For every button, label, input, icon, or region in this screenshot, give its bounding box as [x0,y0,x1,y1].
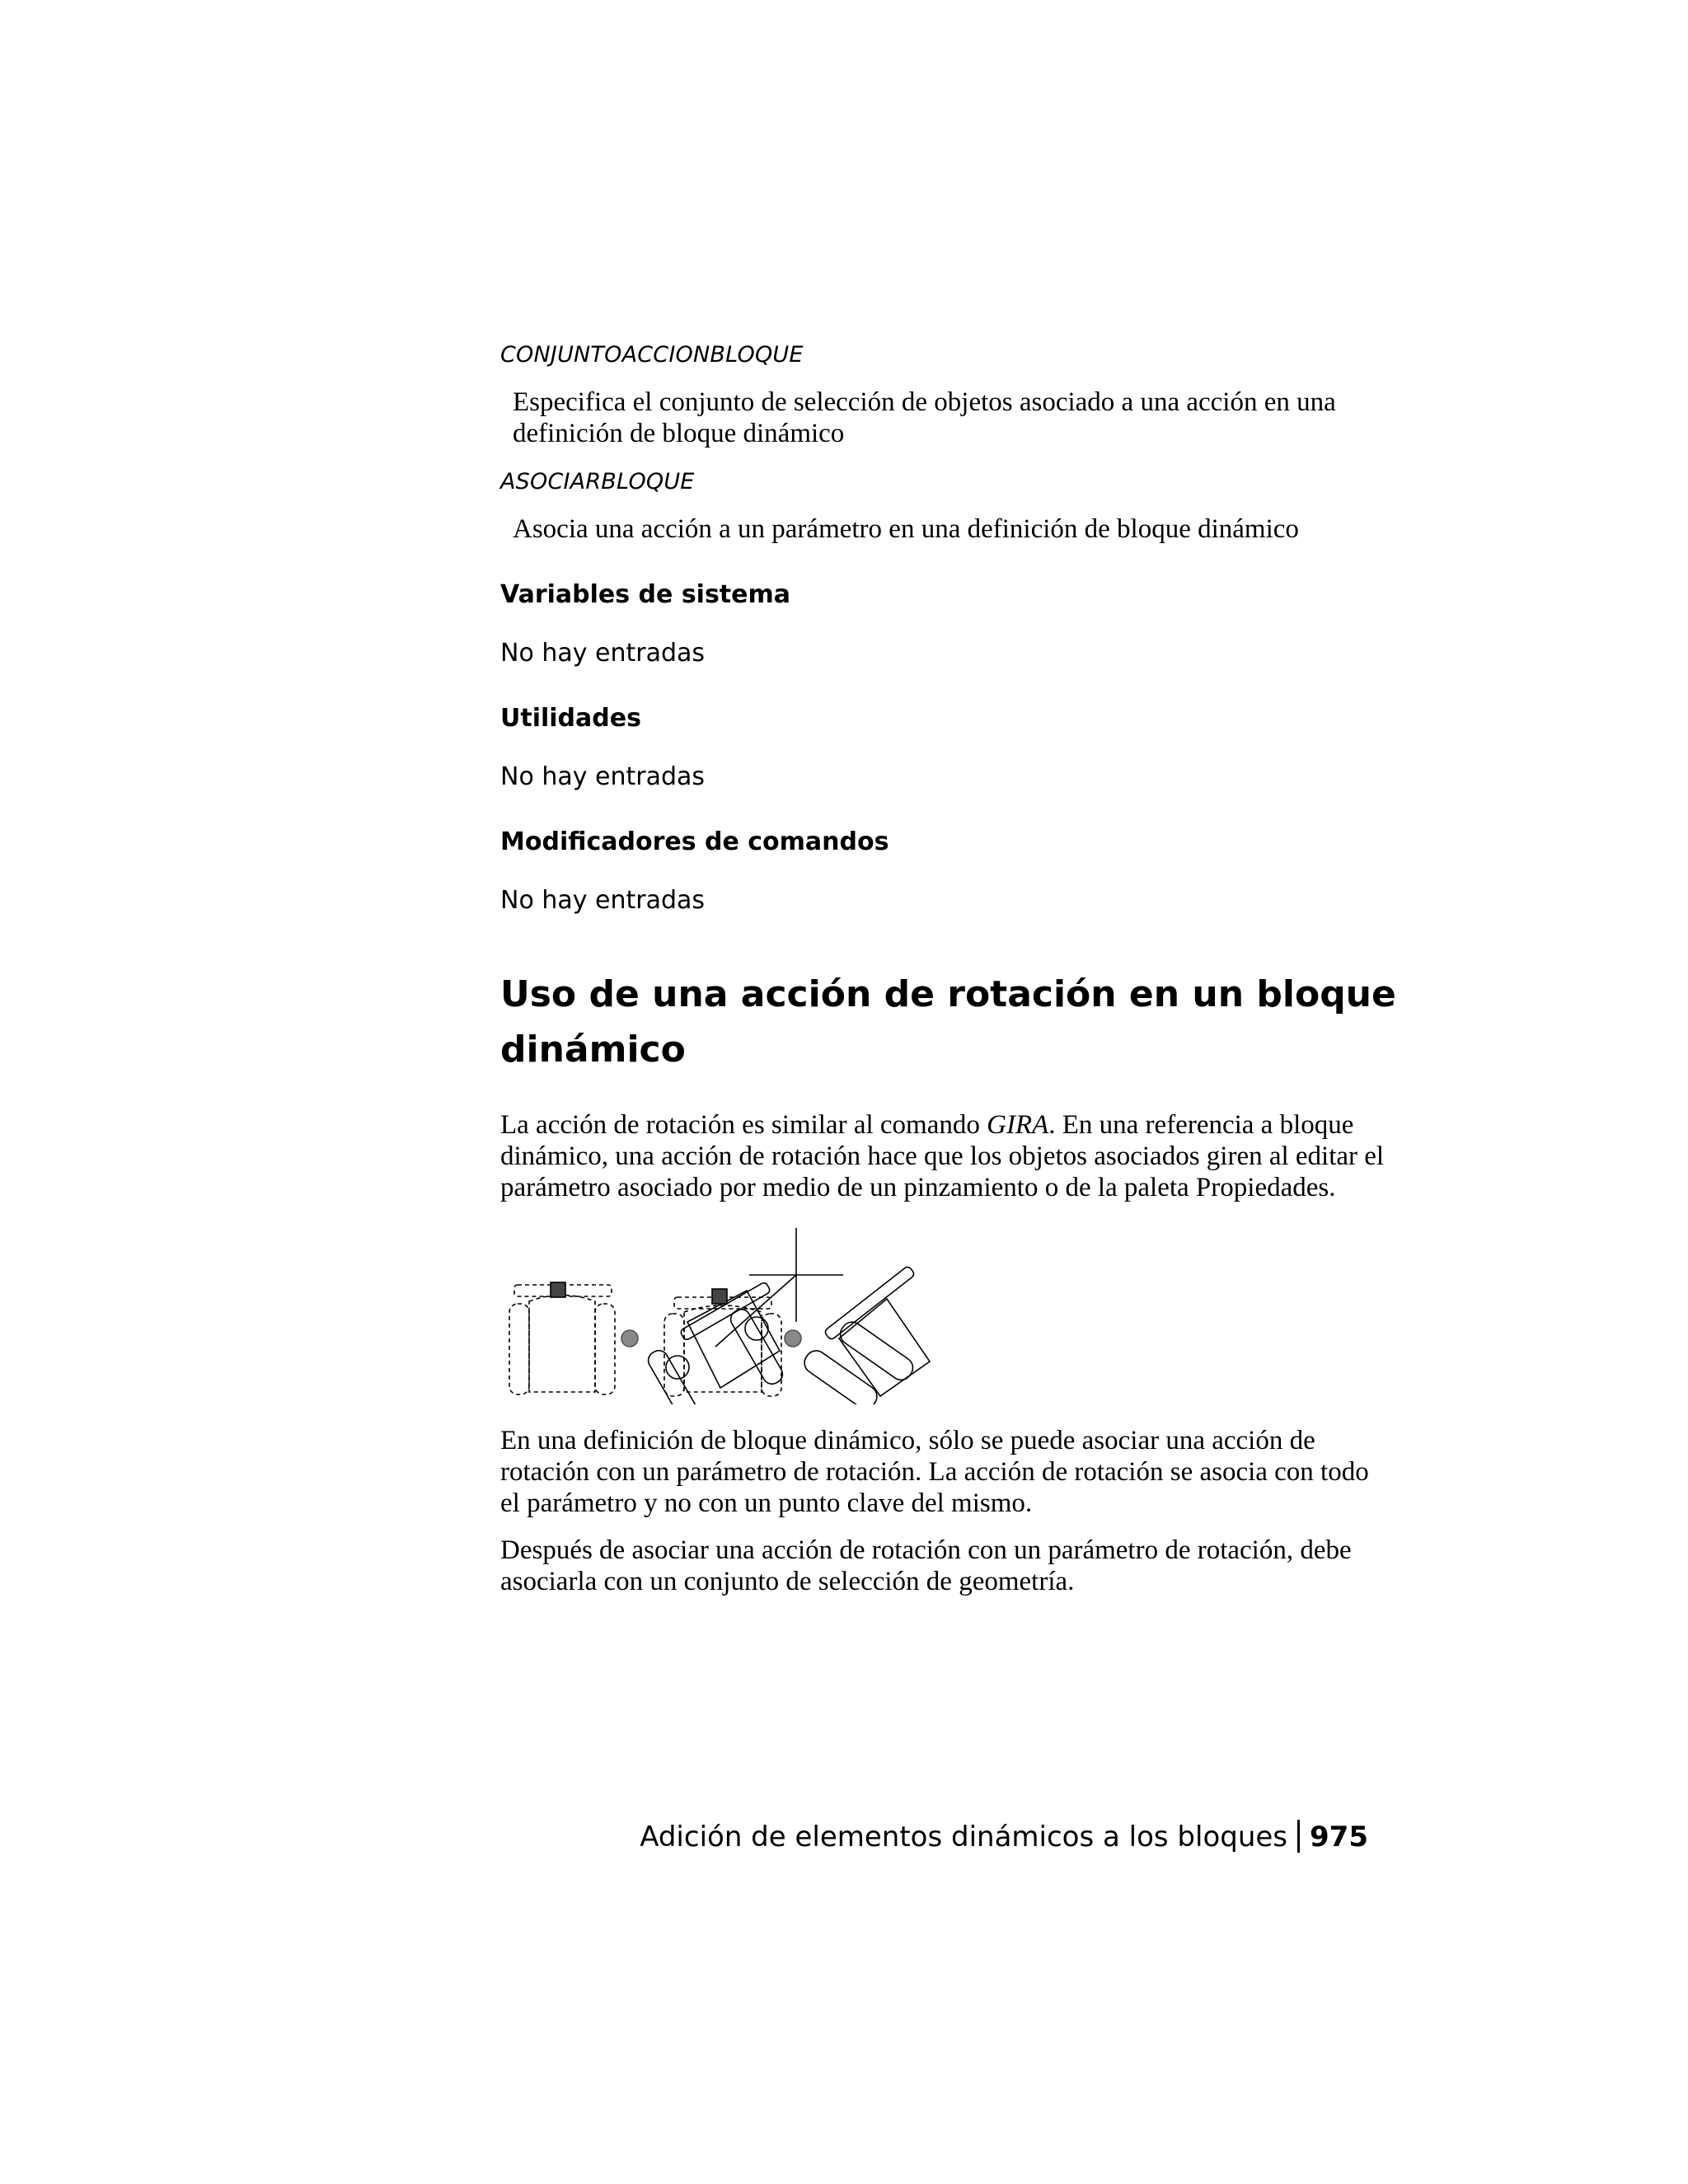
rotation-grip-icon [551,1282,565,1297]
crosshair-cursor-icon [715,1228,843,1347]
chair-original [509,1285,615,1394]
section-heading: Variables de sistema [500,580,791,609]
page-number: 975 [1310,1821,1368,1854]
rotation-grip-icon [712,1289,727,1304]
intro-paragraph [500,1109,1390,1203]
base-point-icon [785,1330,801,1347]
command-description: Especifica el conjunto de selección de objetos asociado a una acción en una definición de bloque dinámico [513,387,1336,448]
page-footer [640,1820,1368,1854]
intro-command: GIRA [987,1110,1049,1140]
footer-separator [1297,1820,1300,1853]
body-paragraph: En una definición de bloque dinámico, sólo se puede asociar una acción de rotación con un parámetro de rotación. La acción de rotación se asocia con todo el parámetro y no con un punto clave del mismo. [500,1426,1369,1518]
section-text: No hay entradas [500,639,706,668]
command-description: Asocia una acción a un parámetro en una definición de bloque dinámico [513,514,1299,544]
main-heading: Uso de una acción de rotación en un bloque dinámico [500,973,1396,1071]
section-heading: Utilidades [500,704,641,733]
section-heading: Modificadores de comandos [500,827,889,856]
command-name-asociarbloque: ASOCIARBLOQUE [500,469,695,494]
footer-chapter-title: Adición de elementos dinámicos a los bloques [640,1821,1288,1854]
rotating-chair-illustration [499,1223,946,1404]
chair-rotated [800,1265,930,1404]
base-point-icon [621,1330,638,1347]
command-name-conjuntoaccionbloque: CONJUNTOACCIONBLOQUE [500,342,804,368]
body-paragraph: Después de asociar una acción de rotación con un parámetro de rotación, debe asociarla con un conjunto de selección de geometría. [500,1535,1352,1596]
section-text: No hay entradas [500,762,706,791]
section-text: No hay entradas [500,886,706,915]
intro-text-before: La acción de rotación es similar al comando [500,1110,987,1140]
intro-text-after: . En una referencia a bloque dinámico, una acción de rotación hace que los objetos asociados giren al editar el parámetro asociado por medio de un pinzamiento o de la paleta Propiedades. [500,1110,1385,1202]
